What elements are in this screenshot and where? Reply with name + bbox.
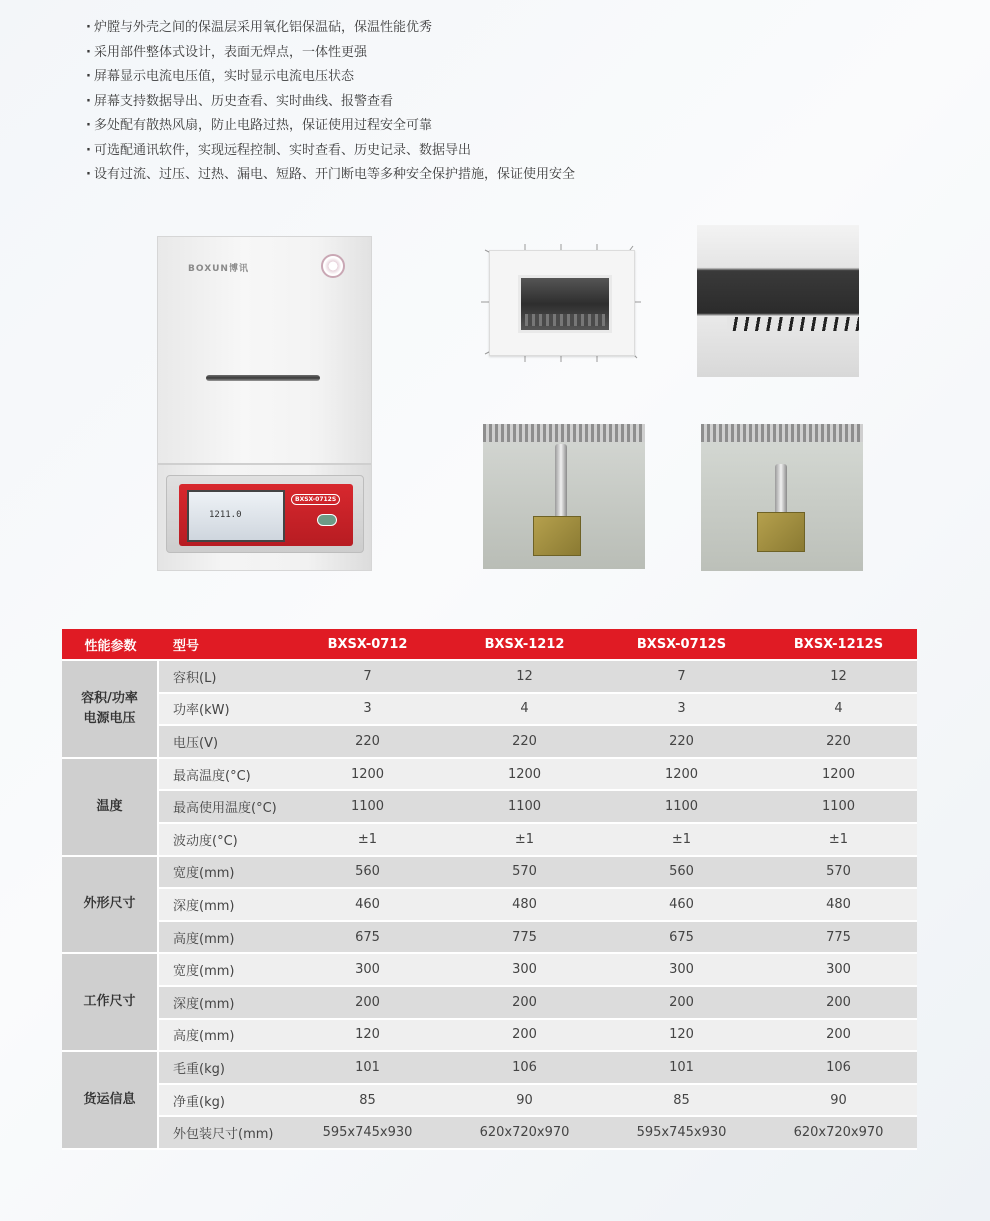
cell-value: ±1 — [603, 824, 760, 857]
vent-slots — [727, 317, 859, 331]
hinge-plate — [533, 516, 581, 556]
cell-value: 85 — [603, 1085, 760, 1118]
spec-table — [62, 629, 917, 1150]
cell-value: 480 — [760, 889, 917, 922]
hinge-rail — [483, 424, 645, 442]
hinge-photo-left — [483, 424, 645, 569]
param-name: 高度(mm) — [159, 922, 289, 955]
cell-value: 1200 — [603, 759, 760, 792]
table-row — [62, 1052, 917, 1085]
cell-value: 200 — [603, 987, 760, 1020]
group-cell — [62, 661, 159, 759]
cell-value: 7 — [289, 661, 446, 694]
group-cell — [62, 759, 159, 857]
cell-value: 595x745x930 — [603, 1117, 760, 1150]
cell-value: 620x720x970 — [446, 1117, 603, 1150]
brand-emblem-icon — [321, 254, 345, 278]
group-label: 容积/功率 — [81, 690, 138, 706]
col-header: 型号 — [159, 629, 289, 661]
param-name: 最高使用温度(°C) — [159, 791, 289, 824]
cell-value: 1200 — [446, 759, 603, 792]
cell-value: 200 — [446, 1020, 603, 1053]
cell-value: 1100 — [446, 791, 603, 824]
table-row — [62, 759, 917, 792]
cell-value: 675 — [603, 922, 760, 955]
cell-value: 1200 — [760, 759, 917, 792]
hinge-photo-right — [701, 424, 863, 571]
cell-value: 570 — [446, 857, 603, 890]
feature-item: · 多处配有散热风扇，防止电路过热，保证使用过程安全可靠 — [86, 114, 575, 139]
table-row — [62, 1117, 917, 1150]
table-row — [62, 824, 917, 857]
param-name: 波动度(°C) — [159, 824, 289, 857]
group-label: 电源电压 — [83, 710, 136, 726]
cell-value: 90 — [446, 1085, 603, 1118]
param-name: 电压(V) — [159, 726, 289, 759]
table-row — [62, 954, 917, 987]
brand-logo-text: BOXUN博讯 — [188, 264, 249, 274]
cell-value: 120 — [289, 1020, 446, 1053]
col-header: BXSX-0712S — [603, 629, 760, 661]
cell-value: 200 — [289, 987, 446, 1020]
cell-value: 3 — [289, 694, 446, 727]
cell-value: 4 — [760, 694, 917, 727]
cell-value: 220 — [446, 726, 603, 759]
group-label: 外形尺寸 — [83, 896, 136, 912]
cell-value: 775 — [760, 922, 917, 955]
table-row — [62, 889, 917, 922]
cell-value: 106 — [760, 1052, 917, 1085]
group-cell — [62, 857, 159, 955]
cell-value: 200 — [760, 1020, 917, 1053]
table-row — [62, 726, 917, 759]
param-name: 净重(kg) — [159, 1085, 289, 1118]
cell-value: ±1 — [289, 824, 446, 857]
cell-value: 1100 — [603, 791, 760, 824]
cell-value: 101 — [603, 1052, 760, 1085]
param-name: 外包装尺寸(mm) — [159, 1117, 289, 1150]
power-button-icon — [317, 514, 337, 526]
cell-value: 85 — [289, 1085, 446, 1118]
cell-value: 1200 — [289, 759, 446, 792]
cell-value: 1100 — [760, 791, 917, 824]
table-header-row — [62, 629, 917, 661]
furnace-product-image — [157, 236, 372, 571]
cell-value: 106 — [446, 1052, 603, 1085]
feature-item: · 设有过流、过压、过热、漏电、短路、开门断电等多种安全保护措施，保证使用安全 — [86, 163, 575, 188]
door-handle — [206, 375, 320, 381]
table-row — [62, 791, 917, 824]
col-header: 性能参数 — [62, 629, 159, 661]
cell-value: 300 — [446, 954, 603, 987]
table-row — [62, 987, 917, 1020]
cell-value: 595x745x930 — [289, 1117, 446, 1150]
furnace-door — [158, 237, 371, 465]
chamber-cavity — [518, 275, 612, 333]
feature-item: · 屏幕支持数据导出、历史查看、实时曲线、报警查看 — [86, 90, 575, 115]
cell-value: 4 — [446, 694, 603, 727]
cell-value: 220 — [289, 726, 446, 759]
col-header: BXSX-1212 — [446, 629, 603, 661]
control-panel — [166, 475, 364, 553]
cell-value: ±1 — [760, 824, 917, 857]
cell-value: 620x720x970 — [760, 1117, 917, 1150]
cell-value: 460 — [603, 889, 760, 922]
cell-value: 675 — [289, 922, 446, 955]
feature-item: · 炉膛与外壳之间的保温层采用氧化铝保温砧，保温性能优秀 — [86, 16, 575, 41]
touch-screen — [187, 490, 285, 542]
vent-photo — [697, 225, 859, 377]
cell-value: 1100 — [289, 791, 446, 824]
table-row — [62, 857, 917, 890]
table-row — [62, 1085, 917, 1118]
param-name: 宽度(mm) — [159, 857, 289, 890]
cell-value: 7 — [603, 661, 760, 694]
cell-value: 220 — [603, 726, 760, 759]
feature-item: · 屏幕显示电流电压值，实时显示电流电压状态 — [86, 65, 575, 90]
cell-value: 3 — [603, 694, 760, 727]
group-cell — [62, 1052, 159, 1150]
cell-value: 220 — [760, 726, 917, 759]
cell-value: 12 — [760, 661, 917, 694]
group-label: 工作尺寸 — [83, 994, 136, 1010]
group-label: 货运信息 — [83, 1092, 136, 1108]
hinge-rail — [701, 424, 863, 442]
cell-value: 480 — [446, 889, 603, 922]
insulation-block — [489, 250, 635, 356]
table-row — [62, 1020, 917, 1053]
cell-value: 90 — [760, 1085, 917, 1118]
chamber-photo — [481, 242, 641, 362]
param-name: 深度(mm) — [159, 889, 289, 922]
cell-value: 560 — [603, 857, 760, 890]
cell-value: 200 — [446, 987, 603, 1020]
cell-value: 560 — [289, 857, 446, 890]
hinge-plate — [757, 512, 805, 552]
table-row — [62, 694, 917, 727]
param-name: 最高温度(°C) — [159, 759, 289, 792]
col-header: BXSX-0712 — [289, 629, 446, 661]
param-name: 高度(mm) — [159, 1020, 289, 1053]
cell-value: 775 — [446, 922, 603, 955]
cell-value: 12 — [446, 661, 603, 694]
param-name: 深度(mm) — [159, 987, 289, 1020]
group-label: 温度 — [96, 798, 123, 814]
cell-value: 460 — [289, 889, 446, 922]
panel-model-tag: BXSX-0712S — [291, 494, 340, 505]
col-header: BXSX-1212S — [760, 629, 917, 661]
cell-value: 570 — [760, 857, 917, 890]
cell-value: 200 — [760, 987, 917, 1020]
param-name: 毛重(kg) — [159, 1052, 289, 1085]
cell-value: 120 — [603, 1020, 760, 1053]
table-row — [62, 661, 917, 694]
param-name: 功率(kW) — [159, 694, 289, 727]
param-name: 容积(L) — [159, 661, 289, 694]
cell-value: ±1 — [446, 824, 603, 857]
cell-value: 300 — [603, 954, 760, 987]
feature-list — [86, 16, 575, 188]
control-panel-face — [179, 484, 353, 546]
cell-value: 300 — [760, 954, 917, 987]
feature-item: · 可选配通讯软件，实现远程控制、实时查看、历史记录、数据导出 — [86, 139, 575, 164]
table-row — [62, 922, 917, 955]
group-cell — [62, 954, 159, 1052]
feature-item: · 采用部件整体式设计，表面无焊点，一体性更强 — [86, 41, 575, 66]
cell-value: 300 — [289, 954, 446, 987]
cell-value: 101 — [289, 1052, 446, 1085]
param-name: 宽度(mm) — [159, 954, 289, 987]
screen-readout: 1211.0 — [209, 510, 242, 520]
